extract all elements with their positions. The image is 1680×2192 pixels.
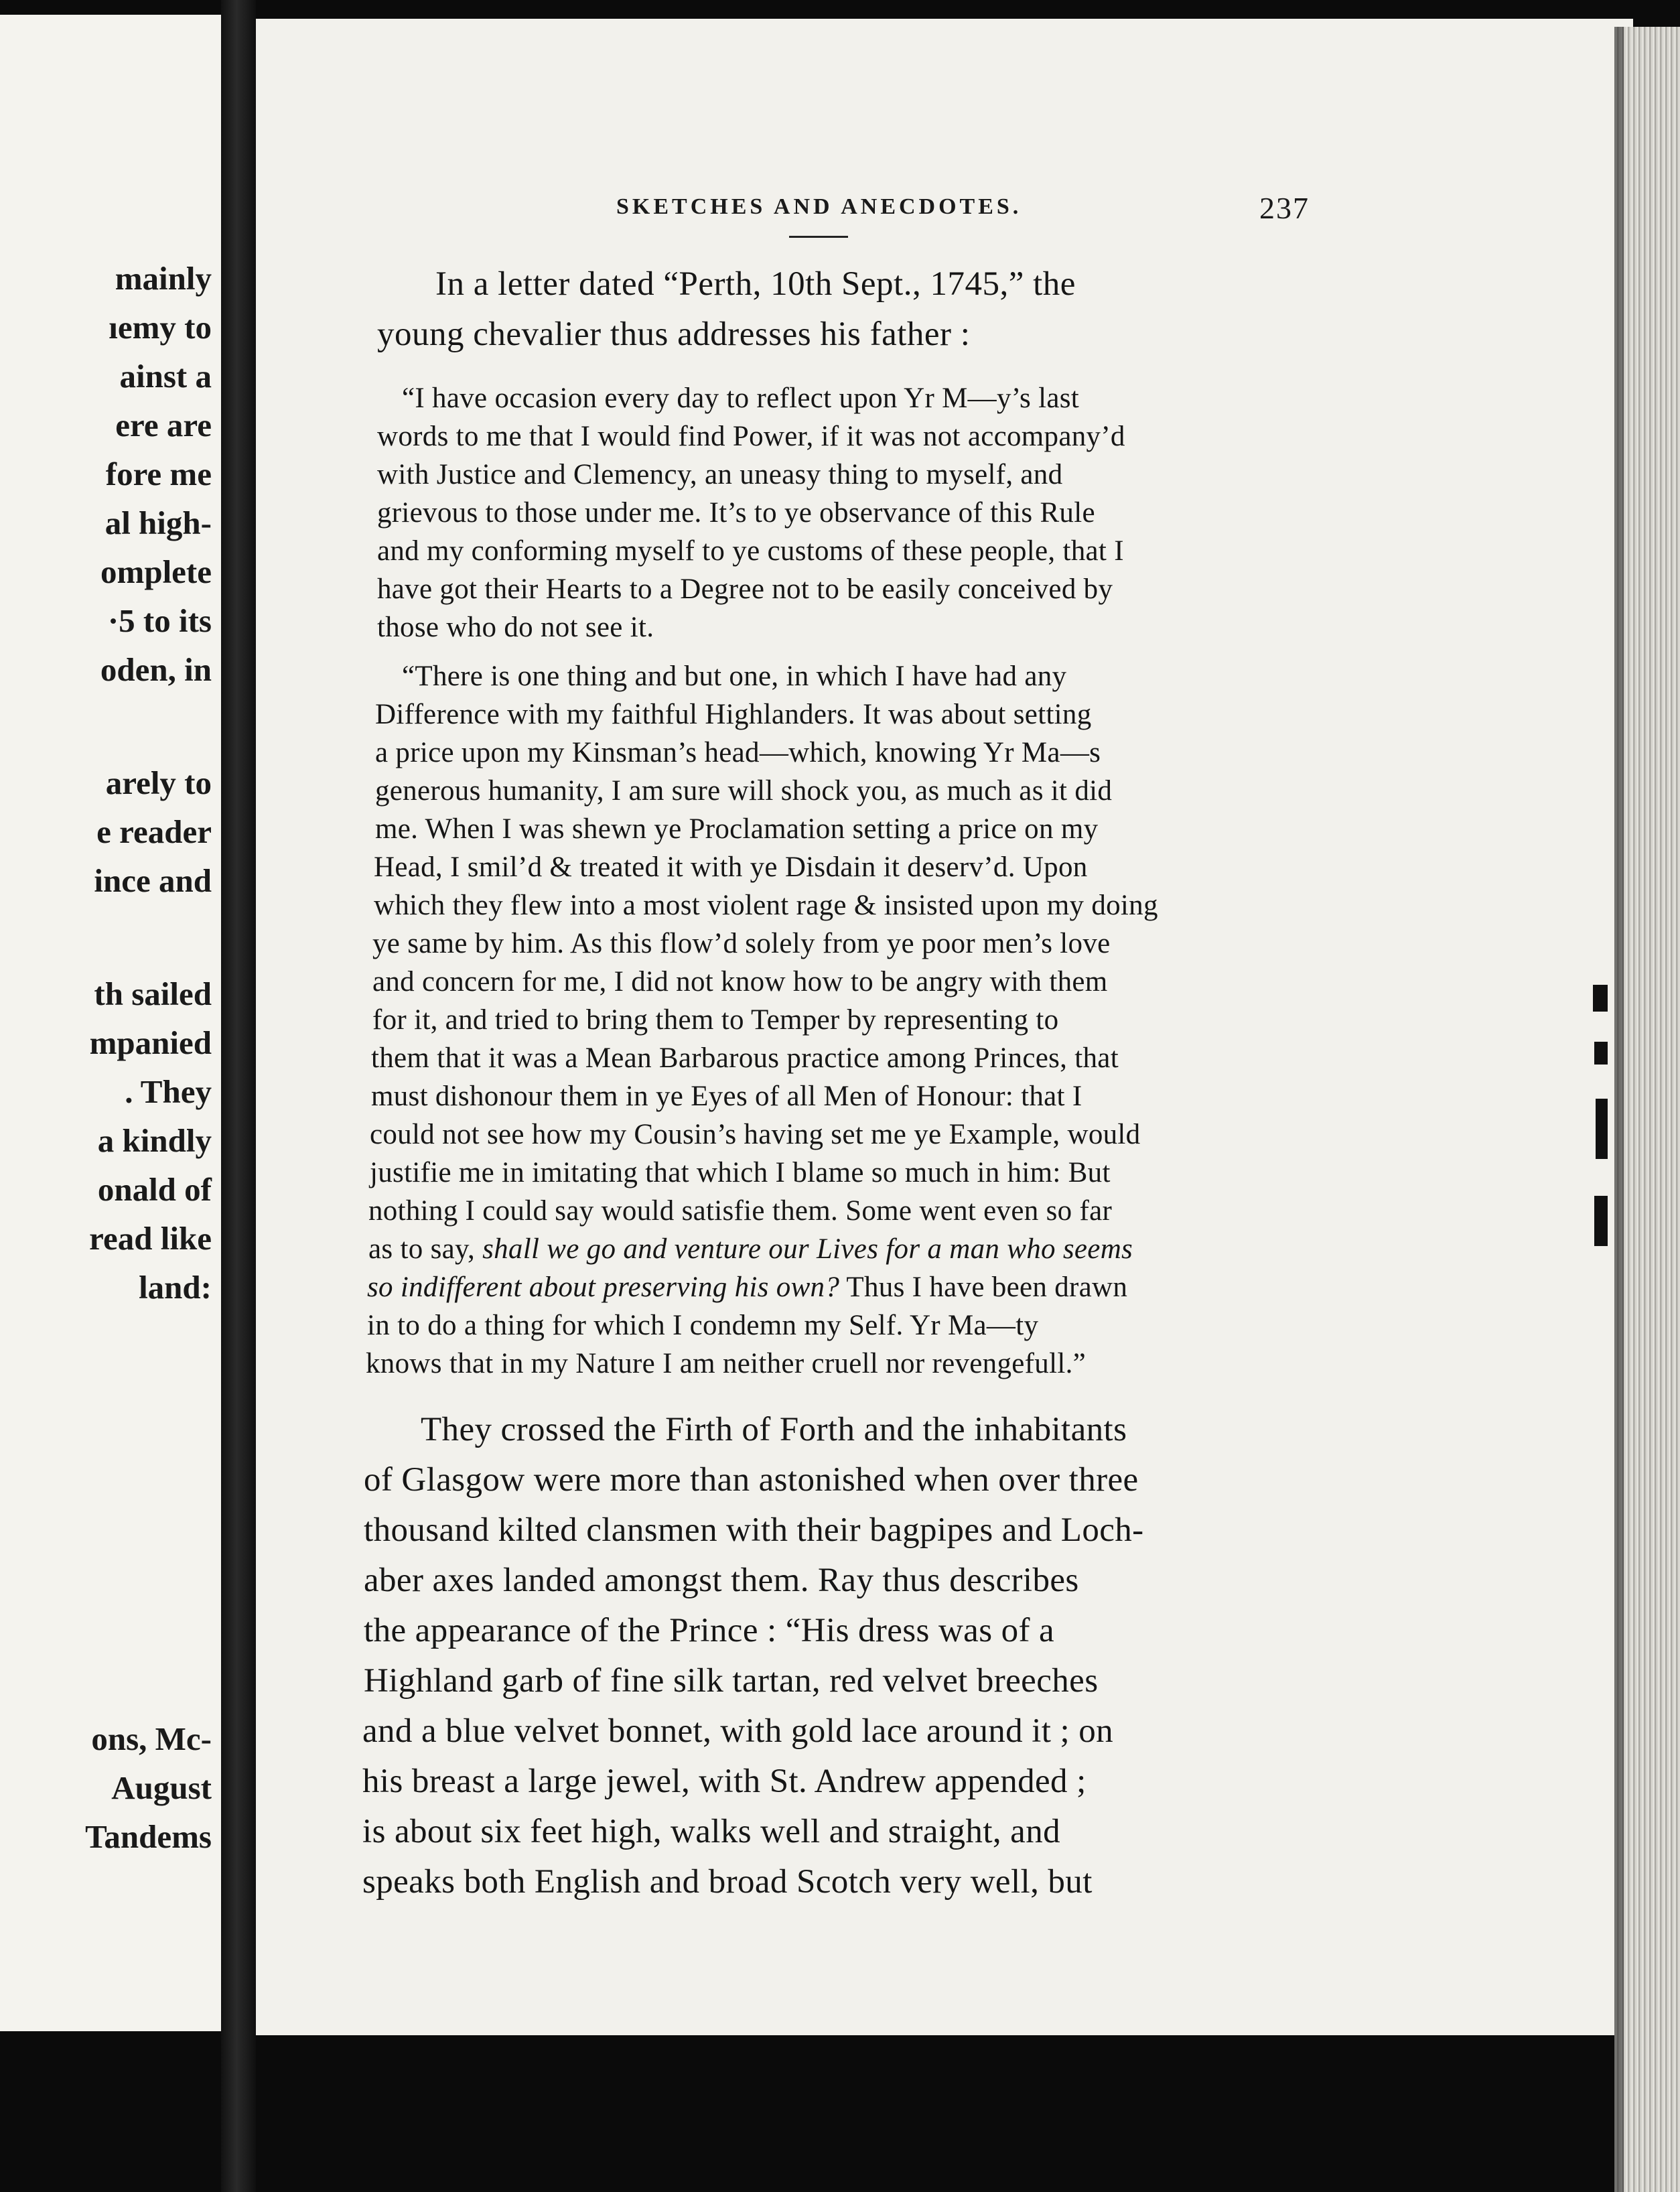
left-line: onald of xyxy=(97,1171,212,1208)
left-line: Tandems xyxy=(85,1818,212,1855)
left-line: . They xyxy=(125,1073,212,1110)
quote-line: have got their Hearts to a Degree not to be easily conceived by xyxy=(377,573,1113,605)
left-line: fore me xyxy=(105,456,212,492)
page-number: 237 xyxy=(1259,191,1310,225)
left-line: th sailed xyxy=(94,975,212,1012)
quote-line: generous humanity, I am sure will shock you, as much as it did xyxy=(375,775,1113,807)
quote-line: nothing I could say would satisfie them. Some went even so far xyxy=(368,1195,1113,1227)
left-line: e reader xyxy=(96,813,212,850)
left-line: read like xyxy=(89,1220,212,1257)
body-line: thousand kilted clansmen with their bagpipes and Loch- xyxy=(364,1511,1144,1549)
quote-line: me. When I was shewn ye Proclamation setting a price on my xyxy=(375,813,1099,845)
quote-line: in to do a thing for which I condemn my Self. Yr Ma—ty xyxy=(367,1310,1039,1341)
quote-line: a price upon my Kinsman’s head—which, knowing Yr Ma—s xyxy=(375,737,1101,768)
quote-line: Head, I smil’d & treated it with ye Disdain it deserv’d. Upon xyxy=(374,851,1088,883)
quote-line: must dishonour them in ye Eyes of all Men of Honour: that I xyxy=(371,1081,1082,1112)
left-line: mpanied xyxy=(89,1024,212,1061)
left-line: ere are xyxy=(115,407,212,443)
edge-ink-mark xyxy=(1594,1042,1608,1065)
body-line: his breast a large jewel, with St. Andrew appended ; xyxy=(362,1763,1087,1800)
quote-line: words to me that I would find Power, if it was not accompany’d xyxy=(377,421,1125,452)
quote-italic-span: shall we go and venture our Lives for a man who seems xyxy=(482,1233,1133,1265)
edge-ink-mark xyxy=(1596,1099,1608,1159)
quote-plain-span: as to say, xyxy=(368,1233,483,1265)
page-stack-edge xyxy=(1614,27,1680,2192)
body-line: aber axes landed amongst them. Ray thus describes xyxy=(364,1562,1079,1599)
quote-line: for it, and tried to bring them to Temper by representing to xyxy=(372,1004,1059,1036)
quote-line: justifie me in imitating that which I blame so much in him: But xyxy=(370,1157,1111,1188)
left-line: omplete xyxy=(100,553,212,590)
body-line: of Glasgow were more than astonished when over three xyxy=(364,1461,1139,1499)
running-header: SKETCHES AND ANECDOTES. xyxy=(616,194,1022,219)
body-line: Highland garb of fine silk tartan, red velvet breeches xyxy=(364,1662,1099,1700)
left-line: ons, Mc- xyxy=(91,1720,212,1757)
intro-line: young chevalier thus addresses his father : xyxy=(377,316,971,353)
quote-line: knows that in my Nature I am neither cruell nor revengefull.” xyxy=(366,1348,1087,1379)
edge-ink-mark xyxy=(1593,985,1608,1012)
body-line: and a blue velvet bonnet, with gold lace around it ; on xyxy=(362,1712,1114,1750)
quote-line-italic-b xyxy=(367,1271,1127,1304)
quote-line: and concern for me, I did not know how to be angry with them xyxy=(372,966,1108,998)
quote-line: Difference with my faithful Highlanders. It was about setting xyxy=(375,699,1092,730)
body-line: They crossed the Firth of Forth and the inhabitants xyxy=(421,1411,1127,1448)
intro-line: In a letter dated “Perth, 10th Sept., 1745,” the xyxy=(435,265,1076,303)
quote-line: which they flew into a most violent rage & insisted upon my doing xyxy=(374,890,1158,921)
left-line: a kindly xyxy=(97,1122,212,1159)
left-line: ıemy to xyxy=(109,309,212,346)
quote-line: ye same by him. As this flow’d solely from ye poor men’s love xyxy=(372,928,1111,959)
quote-italic-span: so indifferent about preserving his own? xyxy=(367,1272,840,1303)
left-line: land: xyxy=(139,1269,212,1306)
body-line: is about six feet high, walks well and straight, and xyxy=(362,1813,1061,1850)
quote-line: “There is one thing and but one, in which I have had any xyxy=(402,661,1067,692)
body-line: speaks both English and broad Scotch very well, but xyxy=(362,1863,1093,1901)
quote-line: could not see how my Cousin’s having set me ye Example, would xyxy=(370,1119,1141,1150)
quote-line: and my conforming myself to ye customs of these people, that I xyxy=(377,535,1124,567)
left-line: ainst a xyxy=(119,358,212,395)
left-line: ince and xyxy=(94,862,212,899)
header-rule xyxy=(789,236,848,238)
page-edge-shadow xyxy=(1614,27,1624,2192)
left-line: ·5 to its xyxy=(107,602,212,639)
left-facing-page xyxy=(0,15,221,2031)
body-line: the appearance of the Prince : “His dress was of a xyxy=(364,1612,1055,1649)
quote-line: grievous to those under me. It’s to ye observance of this Rule xyxy=(377,497,1095,529)
book-gutter xyxy=(221,0,256,2192)
left-line: arely to xyxy=(105,764,212,801)
quote-line: with Justice and Clemency, an uneasy thing to myself, and xyxy=(377,459,1063,490)
left-line: mainly xyxy=(115,260,212,297)
quote-plain-span: Thus I have been drawn xyxy=(839,1272,1128,1303)
left-line: oden, in xyxy=(100,651,212,688)
quote-line-italic-a xyxy=(368,1233,1133,1265)
quote-line: those who do not see it. xyxy=(377,612,654,643)
quote-line: them that it was a Mean Barbarous practice among Princes, that xyxy=(371,1042,1119,1074)
left-line: al high- xyxy=(104,504,212,541)
quote-line: “I have occasion every day to reflect upon Yr M—y’s last xyxy=(402,383,1080,414)
edge-ink-mark xyxy=(1594,1196,1608,1246)
left-line: August xyxy=(111,1769,212,1806)
